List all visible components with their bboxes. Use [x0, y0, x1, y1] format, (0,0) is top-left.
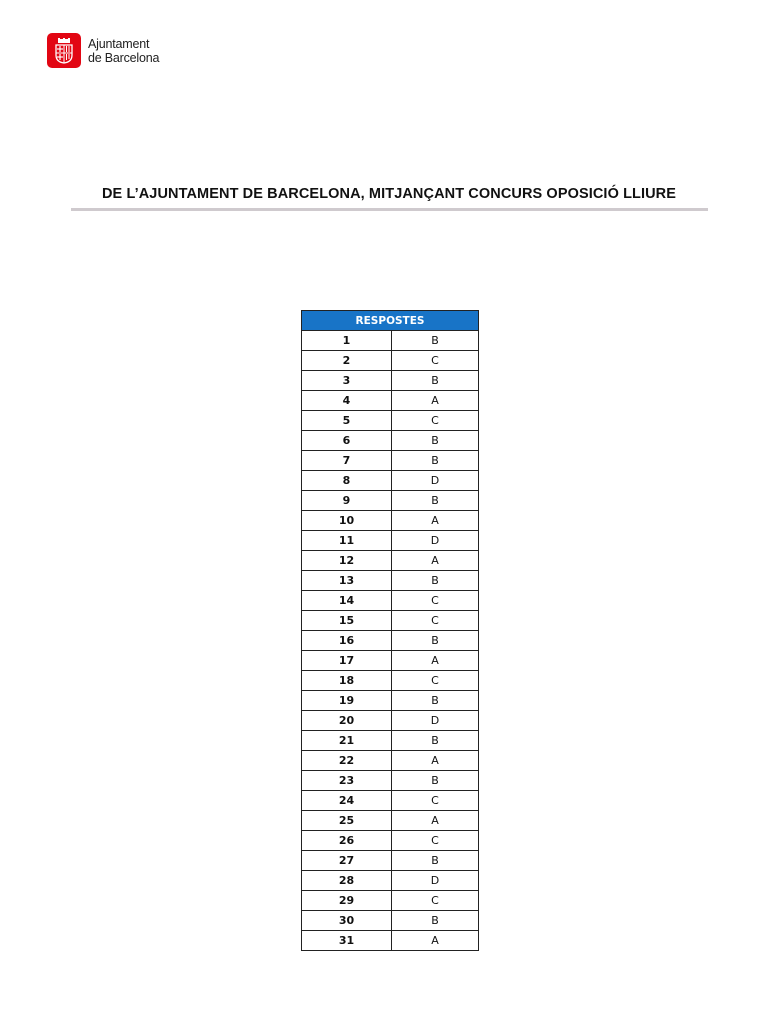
logo-line-1: Ajuntament — [88, 36, 150, 51]
question-number: 27 — [302, 851, 392, 871]
answer-letter: D — [392, 531, 479, 551]
table-row — [302, 751, 479, 771]
table-row — [302, 851, 479, 871]
table-row — [302, 771, 479, 791]
answer-letter: B — [392, 331, 479, 351]
table-row — [302, 731, 479, 751]
table-row — [302, 911, 479, 931]
question-number: 16 — [302, 631, 392, 651]
answer-letter: A — [392, 551, 479, 571]
answer-letter: B — [392, 731, 479, 751]
question-number: 2 — [302, 351, 392, 371]
question-number: 6 — [302, 431, 392, 451]
answer-letter: C — [392, 891, 479, 911]
question-number: 22 — [302, 751, 392, 771]
question-number: 21 — [302, 731, 392, 751]
answer-letter: B — [392, 491, 479, 511]
answers-header: RESPOSTES — [302, 311, 479, 331]
table-row — [302, 511, 479, 531]
question-number: 4 — [302, 391, 392, 411]
answer-letter: B — [392, 851, 479, 871]
question-number: 30 — [302, 911, 392, 931]
question-number: 28 — [302, 871, 392, 891]
table-row — [302, 611, 479, 631]
ajuntament-logo — [47, 33, 159, 68]
table-row — [302, 651, 479, 671]
answer-letter: B — [392, 771, 479, 791]
question-number: 19 — [302, 691, 392, 711]
answer-letter: A — [392, 651, 479, 671]
question-number: 23 — [302, 771, 392, 791]
question-number: 20 — [302, 711, 392, 731]
answer-letter: A — [392, 931, 479, 951]
answer-letter: C — [392, 351, 479, 371]
table-row — [302, 831, 479, 851]
question-number: 8 — [302, 471, 392, 491]
table-row — [302, 491, 479, 511]
table-row — [302, 571, 479, 591]
answer-letter: B — [392, 371, 479, 391]
table-row — [302, 471, 479, 491]
answer-letter: D — [392, 871, 479, 891]
table-row — [302, 551, 479, 571]
table-row — [302, 391, 479, 411]
question-number: 5 — [302, 411, 392, 431]
logo-line-2: de Barcelona — [88, 50, 160, 65]
table-row — [302, 931, 479, 951]
answer-letter: C — [392, 411, 479, 431]
answers-table-body — [302, 331, 479, 951]
question-number: 15 — [302, 611, 392, 631]
question-number: 1 — [302, 331, 392, 351]
question-number: 11 — [302, 531, 392, 551]
answers-table — [301, 310, 479, 951]
table-row — [302, 431, 479, 451]
question-number: 7 — [302, 451, 392, 471]
question-number: 29 — [302, 891, 392, 911]
answer-letter: D — [392, 471, 479, 491]
question-number: 10 — [302, 511, 392, 531]
answer-letter: C — [392, 591, 479, 611]
title-divider — [71, 208, 708, 211]
table-row — [302, 451, 479, 471]
answer-letter: A — [392, 391, 479, 411]
table-row — [302, 331, 479, 351]
table-row — [302, 811, 479, 831]
table-row — [302, 791, 479, 811]
question-number: 24 — [302, 791, 392, 811]
question-number: 31 — [302, 931, 392, 951]
table-row — [302, 711, 479, 731]
table-row — [302, 671, 479, 691]
answer-letter: B — [392, 911, 479, 931]
document-title: DE L’AJUNTAMENT DE BARCELONA, MITJANÇANT CONCURS OPOSICIÓ LLIURE — [101, 186, 677, 202]
table-row — [302, 891, 479, 911]
answer-letter: C — [392, 611, 479, 631]
barcelona-crest-icon — [47, 33, 81, 68]
answer-letter: B — [392, 631, 479, 651]
table-row — [302, 531, 479, 551]
answer-letter: B — [392, 451, 479, 471]
question-number: 13 — [302, 571, 392, 591]
question-number: 3 — [302, 371, 392, 391]
logo-wordmark — [88, 37, 159, 65]
answer-letter: C — [392, 831, 479, 851]
answer-letter: B — [392, 571, 479, 591]
table-row — [302, 591, 479, 611]
table-row — [302, 691, 479, 711]
answer-letter: C — [392, 671, 479, 691]
table-row — [302, 871, 479, 891]
table-row — [302, 371, 479, 391]
answer-letter: A — [392, 511, 479, 531]
table-row — [302, 631, 479, 651]
answer-letter: C — [392, 791, 479, 811]
table-header-row — [302, 311, 479, 331]
table-row — [302, 351, 479, 371]
question-number: 26 — [302, 831, 392, 851]
question-number: 14 — [302, 591, 392, 611]
table-row — [302, 411, 479, 431]
question-number: 25 — [302, 811, 392, 831]
answer-letter: D — [392, 711, 479, 731]
question-number: 17 — [302, 651, 392, 671]
question-number: 9 — [302, 491, 392, 511]
answer-letter: B — [392, 691, 479, 711]
question-number: 12 — [302, 551, 392, 571]
question-number: 18 — [302, 671, 392, 691]
answer-letter: A — [392, 751, 479, 771]
answer-letter: B — [392, 431, 479, 451]
answer-letter: A — [392, 811, 479, 831]
